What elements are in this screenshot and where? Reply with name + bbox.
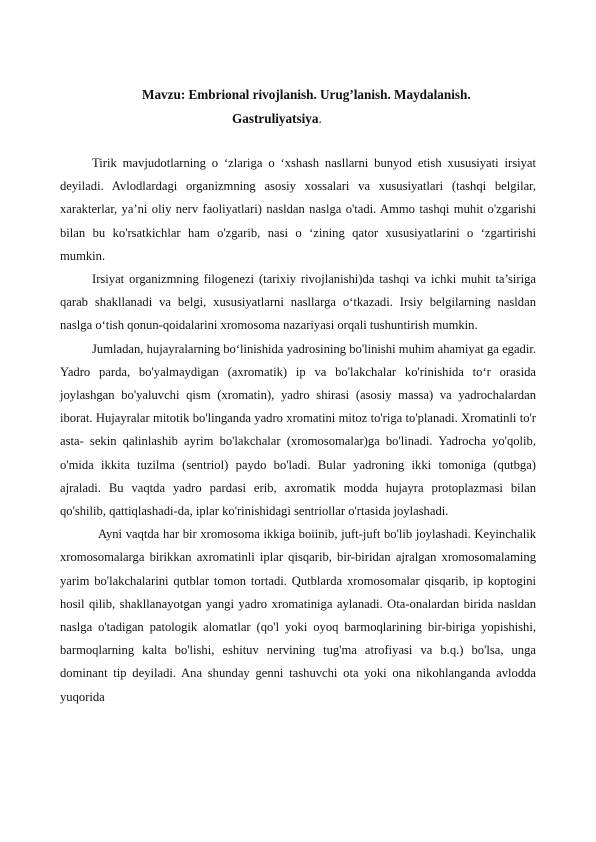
paragraph-4: Ayni vaqtda har bir xromosoma ikkiga boiinib, juft-juft bo'lib joylashadi. Keyinchalik xromosomalarga birikkan axromatinli iplar qisqarib, bir-biridan ajralgan xromosomalaming yarim bo'lakchalarini qutblar tomon tortadi. Qutblarda xromosomalar qisqarib, ip koptogini hosil qilib, shakllanayotgan yangi yadro xromatiniga aylanadi. Ota-onalardan birida nasldan naslga o'tadigan patologik alomatlar (qo'l yoki oyoq barmoqlarining bir-biriga yopishishi, barmoqlarning kalta bo'lishi, eshituv nervining tug'ma atrofiyasi va b.q.) bo'lsa, unga dominant tip deyiladi. Ana shunday genni tashuvchi ota yoki ona nikohlanganda avlodda yuqorida	[60, 527, 536, 704]
title-line-2-text: Gastruliyatsiya	[232, 111, 319, 126]
paragraph-1: Tirik mavjudotlarning o ‘zlariga o ‘xshash nasllarni bunyod etish xususiyati irsiyat deyiladi. Avlodlardagi organizmning asosiy xossalari va xususiyatlari (tashqi belgilar, xarakterlar, ya’ni oliy nerv faoliyatlari) nasldan naslga o'tadi. Ammo tashqi muhit o'zgarishi bilan bu ko'rsatkichlar ham o'zgarib, nasi o ‘zining qator xususiyatlarini o ‘zgartirishi mumkin.	[60, 156, 536, 263]
document-title	[60, 85, 536, 129]
title-line-2-period: .	[318, 111, 322, 126]
paragraph-3: Jumladan, hujayralarning bo‘linishida yadrosining bo'linishi muhim ahamiyat ga egadir. Yadro parda, bo'yalmaydigan (axromatik) ip va bo'lakchalar ko'rinishida to‘r orasida joylashgan bo'yaluvchi qism (xromatin), yadro shirasi (asosiy massa) va yadrochalardan iborat. Hujayralar mitotik bo'linganda yadro xromatini mitoz to'riga to'planadi. Xromatinli to'r asta- sekin qalinlashib ayrim bo'lakchalar (xromosomalar)ga bo'linadi. Yadrocha yo'qolib, o'mida ikkita tuzilma (sentriol) paydo bo'ladi. Bular yadroning ikki tomoniga (qutbga) ajraladi. Bu vaqtda yadro pardasi erib, axromatik modda hujayra protoplazmasi bilan qo'shilib, qattiqlashadi-da, iplar ko'rinishidagi sentriollar o'rtasida joylashadi.	[60, 341, 536, 519]
title-line-1: Mavzu: Embrional rivojlanish. Urug’lanish. Maydalanish.	[142, 87, 471, 102]
document-body	[60, 152, 536, 709]
title-line-2	[60, 109, 536, 129]
paragraph-2: Irsiyat organizmning filogenezi (tarixiy rivojlanishi)da tashqi va ichki muhit ta’siriga qarab shakllanadi va belgi, xususiyatlarni nasllarga o‘tkazadi. Irsiy belgilarning nasldan naslga o‘tish qonun-qoidalarini xromosoma nazariyasi orqali tushuntirish mumkin.	[60, 272, 536, 333]
